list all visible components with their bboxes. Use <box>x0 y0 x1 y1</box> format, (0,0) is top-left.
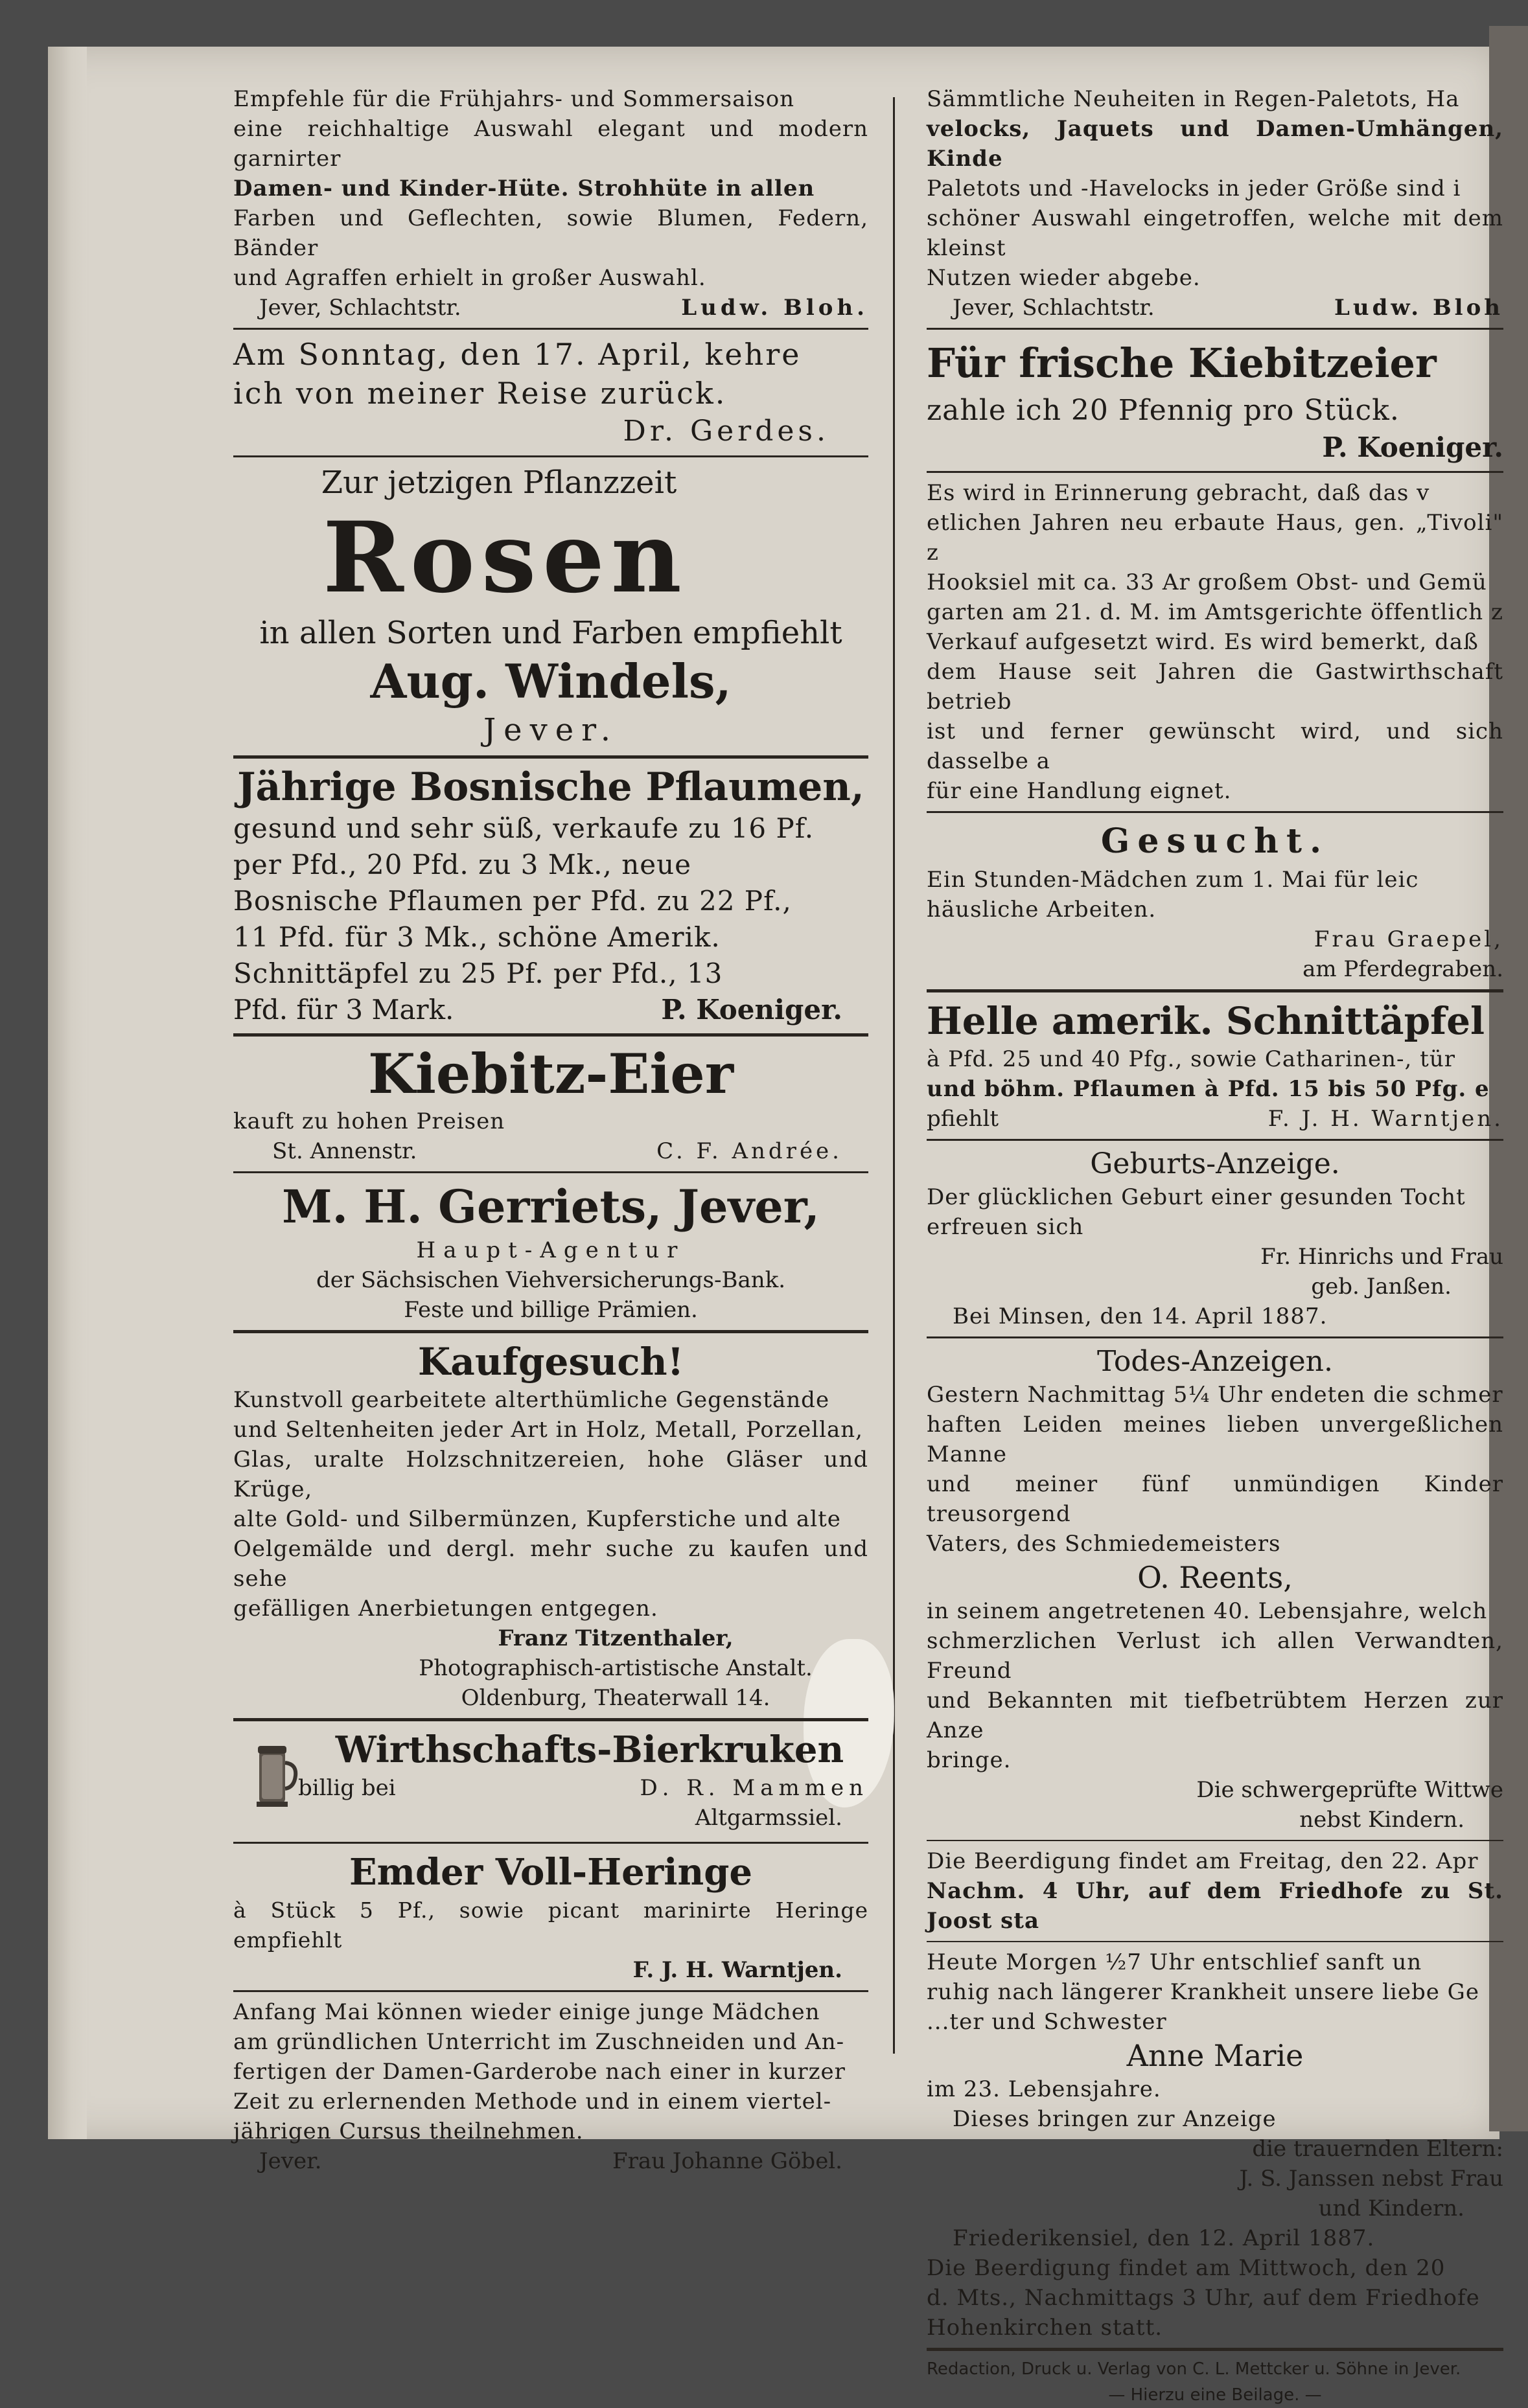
ad-separator <box>233 1842 868 1844</box>
ad-line: d. Mts., Nachmittags 3 Uhr, auf dem Friedhofe <box>927 2285 1480 2311</box>
ad-line: Heute Morgen ½7 Uhr entschlief sanft un <box>927 1949 1422 1975</box>
ad-separator <box>233 1990 868 1992</box>
ad-line: Vaters, des Schmiedemeisters <box>927 1531 1281 1557</box>
right-column <box>927 84 1503 2408</box>
ad-line: Feste und billige Prämien. <box>404 1297 698 1323</box>
ad-subheading: Zur jetzigen Pflanzzeit <box>321 464 677 501</box>
ad-line: zahle ich 20 Pfennig pro Stück. <box>927 394 1400 427</box>
ad-line: häusliche Arbeiten. <box>927 897 1157 923</box>
ad-headline: M. H. Gerriets, Jever, <box>282 1180 820 1233</box>
ad-signature: und Kindern. <box>1318 2196 1464 2221</box>
ad-hats <box>233 84 868 323</box>
ad-line: Sämmtliche Neuheiten in Regen-Paletots, Ha <box>927 86 1460 112</box>
ad-line: Dieses bringen zur Anzeige <box>953 2106 1277 2132</box>
ad-line: Empfehle für die Frühjahrs- und Sommersaison <box>233 86 795 112</box>
ad-line: Hooksiel mit ca. 33 Ar großem Obst- und Gemü <box>927 569 1487 595</box>
ad-line: pfiehlt <box>927 1106 999 1132</box>
ad-line: etlichen Jahren neu erbaute Haus, gen. „Tivoli" z <box>927 510 1503 566</box>
ad-signature-row <box>233 293 868 323</box>
ad-insurance <box>233 1178 868 1325</box>
ad-herring <box>233 1849 868 1985</box>
ad-separator <box>233 1171 868 1173</box>
ad-line: jährigen Cursus theilnehmen. <box>233 2118 584 2144</box>
ad-line: Kunstvoll gearbeitete alterthümliche Gegenstände <box>233 1387 830 1413</box>
ad-advertiser: F. J. H. Warntjen. <box>632 1957 842 1983</box>
ad-line: Oelgemälde und dergl. mehr suche zu kaufen und sehe <box>233 1536 868 1592</box>
ad-purchase-request <box>233 1338 868 1713</box>
ad-death-notices <box>927 1344 1503 2343</box>
ad-beer-mugs <box>233 1726 868 1837</box>
ad-advertiser: F. J. H. Warntjen. <box>1268 1106 1503 1132</box>
ad-lapwing-eggs <box>233 1042 868 1166</box>
ad-line: und Agraffen erhielt in großer Auswahl. <box>233 265 706 291</box>
ad-separator <box>927 989 1503 992</box>
ad-tivoli-auction <box>927 478 1503 806</box>
ad-line: ...ter und Schwester <box>927 2009 1167 2035</box>
beer-mug-icon <box>253 1738 298 1809</box>
ad-place: Oldenburg, Theaterwall 14. <box>461 1685 770 1711</box>
ad-advertiser: Ludw. Bloh <box>1334 295 1503 321</box>
ad-advertiser: P. Koeniger. <box>1322 431 1503 463</box>
ad-line: bringe. <box>927 1747 1012 1773</box>
ad-advertiser: Frau Johanne Göbel. <box>612 2148 842 2174</box>
ad-headline: Wirthschafts-Bierkruken <box>335 1728 844 1771</box>
column-divider <box>893 97 895 2054</box>
ad-line: kauft zu hohen Preisen <box>233 1108 505 1134</box>
ad-line: und Bekannten mit tiefbetrübtem Herzen zur Anze <box>927 1688 1503 1743</box>
ad-line: für eine Handlung eignet. <box>927 778 1232 804</box>
ad-headline: Rosen <box>323 501 688 615</box>
ad-separator <box>233 328 868 330</box>
ad-line: 11 Pfd. für 3 Mk., schöne Amerik. <box>233 921 721 953</box>
ad-line: Nachm. 4 Uhr, auf dem Friedhofe zu St. Joost sta <box>927 1878 1503 1934</box>
ad-advertiser: Fr. Hinrichs und Frau <box>1260 1244 1503 1270</box>
ad-signature: Die schwergeprüfte Wittwe <box>1196 1777 1503 1803</box>
ad-place: Jever. <box>259 2148 322 2174</box>
ad-line: garten am 21. d. M. im Amtsgerichte öffentlich z <box>927 599 1503 625</box>
ad-wanted-maid <box>927 818 1503 984</box>
ad-advertiser: Aug. Windels, <box>370 654 732 709</box>
ad-signature: J. S. Janssen nebst Frau <box>1239 2166 1503 2192</box>
ad-line: Glas, uralte Holzschnitzereien, hohe Gläser und Krüge, <box>233 1447 868 1502</box>
ad-date: Bei Minsen, den 14. April 1887. <box>953 1303 1328 1329</box>
ad-line: alte Gold- und Silbermünzen, Kupferstiche und alte <box>233 1506 841 1532</box>
ad-headline: Todes-Anzeigen. <box>1096 1345 1333 1378</box>
ad-line: in seinem angetretenen 40. Lebensjahre, welch <box>927 1598 1488 1624</box>
ad-advertiser: P. Koeniger. <box>661 994 842 1026</box>
ad-line: und Seltenheiten jeder Art in Holz, Metall, Porzellan, <box>233 1417 863 1443</box>
ad-roses <box>233 463 868 750</box>
ad-advertiser: geb. Janßen. <box>1311 1274 1452 1300</box>
ad-line: Anfang Mai können wieder einige junge Mädchen <box>233 1999 820 2025</box>
ad-line: Die Beerdigung findet am Freitag, den 22. Apr <box>927 1848 1479 1874</box>
ad-line: Verkauf aufgesetzt wird. Es wird bemerkt, daß <box>927 629 1479 655</box>
ad-headline: Gesucht. <box>1100 821 1330 861</box>
ad-signature: nebst Kindern. <box>1299 1807 1464 1833</box>
ad-signature-row <box>233 1773 868 1803</box>
ad-line: im 23. Lebensjahre. <box>927 2076 1161 2102</box>
imprint-line: Redaction, Druck u. Verlag von C. L. Mettcker u. Söhne in Jever. <box>927 2359 1461 2379</box>
ad-coats <box>927 84 1503 323</box>
ad-advertiser: C. F. Andrée. <box>656 1138 842 1164</box>
ad-place: Jever. <box>483 712 619 748</box>
ad-line: schmerzlichen Verlust ich allen Verwandten, Freund <box>927 1628 1503 1684</box>
ad-line: Damen- und Kinder-Hüte. Strohhüte in allen <box>233 176 815 201</box>
ad-firm: Photographisch-artistische Anstalt. <box>419 1655 813 1681</box>
ad-place: Altgarmssiel. <box>695 1805 842 1831</box>
ad-line: ist und ferner gewünscht wird, und sich dasselbe a <box>927 718 1503 774</box>
ad-signature: die trauernden Eltern: <box>1252 2136 1503 2162</box>
ad-date: Friederikensiel, den 12. April 1887. <box>953 2225 1375 2251</box>
ad-line: ich von meiner Reise zurück. <box>233 376 727 411</box>
ad-place: am Pferdegraben. <box>1302 956 1503 982</box>
ad-line: gesund und sehr süß, verkaufe zu 16 Pf. <box>233 812 815 844</box>
ad-separator <box>233 1718 868 1721</box>
ad-line: am gründlichen Unterricht im Zuschneiden und An- <box>233 2029 845 2055</box>
notice-separator <box>927 1941 1503 1942</box>
page-binding-edge <box>48 47 87 2139</box>
ad-line: Zeit zu erlernenden Methode und in einem viertel- <box>233 2089 832 2115</box>
ad-signature-row <box>233 992 868 1028</box>
ad-headline: Geburts-Anzeige. <box>1090 1147 1340 1180</box>
deceased-name: O. Reents, <box>1137 1560 1293 1595</box>
ad-advertiser: Dr. Gerdes. <box>623 415 829 448</box>
ad-line: à Stück 5 Pf., sowie picant marinirte Heringe empfiehlt <box>233 1898 868 1953</box>
ad-line: Die Beerdigung findet am Mittwoch, den 20 <box>927 2255 1446 2281</box>
ad-line: velocks, Jaquets und Damen-Umhängen, Kinde <box>927 116 1503 172</box>
ad-plums <box>233 764 868 1028</box>
ad-line: ruhig nach längerer Krankheit unsere liebe Ge <box>927 1979 1479 2005</box>
ad-line: Bosnische Pflaumen per Pfd. zu 22 Pf., <box>233 885 792 917</box>
ad-headline: Helle amerik. Schnittäpfel <box>927 999 1485 1043</box>
ad-signature-row <box>927 1104 1503 1134</box>
ad-separator <box>927 811 1503 813</box>
ad-line: Paletots und -Havelocks in jeder Größe sind i <box>927 176 1461 201</box>
ad-separator <box>927 1336 1503 1338</box>
ad-headline: Für frische Kiebitzeier <box>927 339 1437 387</box>
ad-line: Hohenkirchen statt. <box>927 2315 1163 2341</box>
ad-line: der Sächsischen Viehversicherungs-Bank. <box>316 1267 786 1293</box>
ad-advertiser: Frau Graepel, <box>1314 926 1503 952</box>
ad-return-notice <box>233 335 868 450</box>
ad-headline: Kaufgesuch! <box>417 1340 684 1384</box>
ad-advertiser: Franz Titzenthaler, <box>498 1625 734 1651</box>
ad-line: à Pfd. 25 und 40 Pfg., sowie Catharinen-, tür <box>927 1046 1455 1072</box>
ad-separator <box>233 1330 868 1333</box>
imprint-separator <box>927 2348 1503 2351</box>
ad-line: Es wird in Erinnerung gebracht, daß das v <box>927 480 1430 506</box>
ad-line: eine reichhaltige Auswahl elegant und modern garnirter <box>233 116 868 172</box>
ad-sewing-course <box>233 1997 868 2176</box>
ad-line: Haupt-Agentur <box>416 1237 686 1263</box>
deceased-name: Anne Marie <box>1126 2038 1304 2073</box>
ad-line: Gestern Nachmittag 5¼ Uhr endeten die schmer <box>927 1382 1503 1408</box>
ad-line: schöner Auswahl eingetroffen, welche mit dem kleinst <box>927 205 1503 261</box>
ad-line: Der glücklichen Geburt einer gesunden Tocht <box>927 1184 1466 1210</box>
ad-separator <box>233 755 868 759</box>
left-column <box>233 84 868 2176</box>
ad-headline: Kiebitz-Eier <box>367 1042 734 1106</box>
ad-separator <box>927 328 1503 330</box>
ad-place: Jever, Schlachtstr. <box>259 295 461 321</box>
ad-signature-row <box>233 1136 868 1166</box>
ad-apples <box>927 998 1503 1134</box>
supplement-note: — Hierzu eine Beilage. — <box>1108 2385 1322 2405</box>
ad-place: St. Annenstr. <box>272 1138 417 1164</box>
ad-place: Jever, Schlachtstr. <box>953 295 1155 321</box>
ad-line: Farben und Geflechten, sowie Blumen, Federn, Bänder <box>233 205 868 261</box>
ad-separator <box>927 471 1503 473</box>
ad-line: haften Leiden meines lieben unvergeßlichen Manne <box>927 1412 1503 1467</box>
ad-line: Pfd. für 3 Mark. <box>233 994 454 1026</box>
ad-birth-notice <box>927 1146 1503 1331</box>
ad-line: in allen Sorten und Farben empfiehlt <box>259 615 842 651</box>
ad-headline: Emder Voll-Heringe <box>349 1851 752 1894</box>
ad-line: billig bei <box>298 1775 396 1801</box>
ad-buy-lapwing-eggs <box>927 335 1503 466</box>
ad-line: Schnittäpfel zu 25 Pf. per Pfd., 13 <box>233 957 723 989</box>
ad-headline: Jährige Bosnische Pflaumen, <box>237 764 864 810</box>
ad-signature-row <box>927 293 1503 323</box>
ad-line: Ein Stunden-Mädchen zum 1. Mai für leic <box>927 867 1419 893</box>
ad-separator <box>927 1139 1503 1141</box>
ad-advertiser: D. R. Mammen <box>640 1775 868 1801</box>
ad-separator <box>233 455 868 457</box>
ad-line: dem Hause seit Jahren die Gastwirthschaft betrieb <box>927 659 1503 715</box>
ad-separator <box>233 1033 868 1037</box>
ad-line: per Pfd., 20 Pfd. zu 3 Mk., neue <box>233 849 692 880</box>
ad-advertiser: Ludw. Bloh. <box>681 295 868 321</box>
ad-line: und meiner fünf unmündigen Kinder treusorgend <box>927 1471 1503 1527</box>
ad-line: Am Sonntag, den 17. April, kehre <box>233 337 802 372</box>
ad-line: gefälligen Anerbietungen entgegen. <box>233 1596 658 1622</box>
ad-line: Nutzen wieder abgebe. <box>927 265 1201 291</box>
ad-line: und böhm. Pflaumen à Pfd. 15 bis 50 Pfg. e <box>927 1076 1490 1102</box>
imprint <box>927 2356 1503 2408</box>
ad-signature-row <box>233 2146 868 2176</box>
ad-line: fertigen der Damen-Garderobe nach einer in kurzer <box>233 2059 846 2085</box>
ad-line: erfreuen sich <box>927 1214 1084 1240</box>
notice-separator <box>927 1840 1503 1841</box>
